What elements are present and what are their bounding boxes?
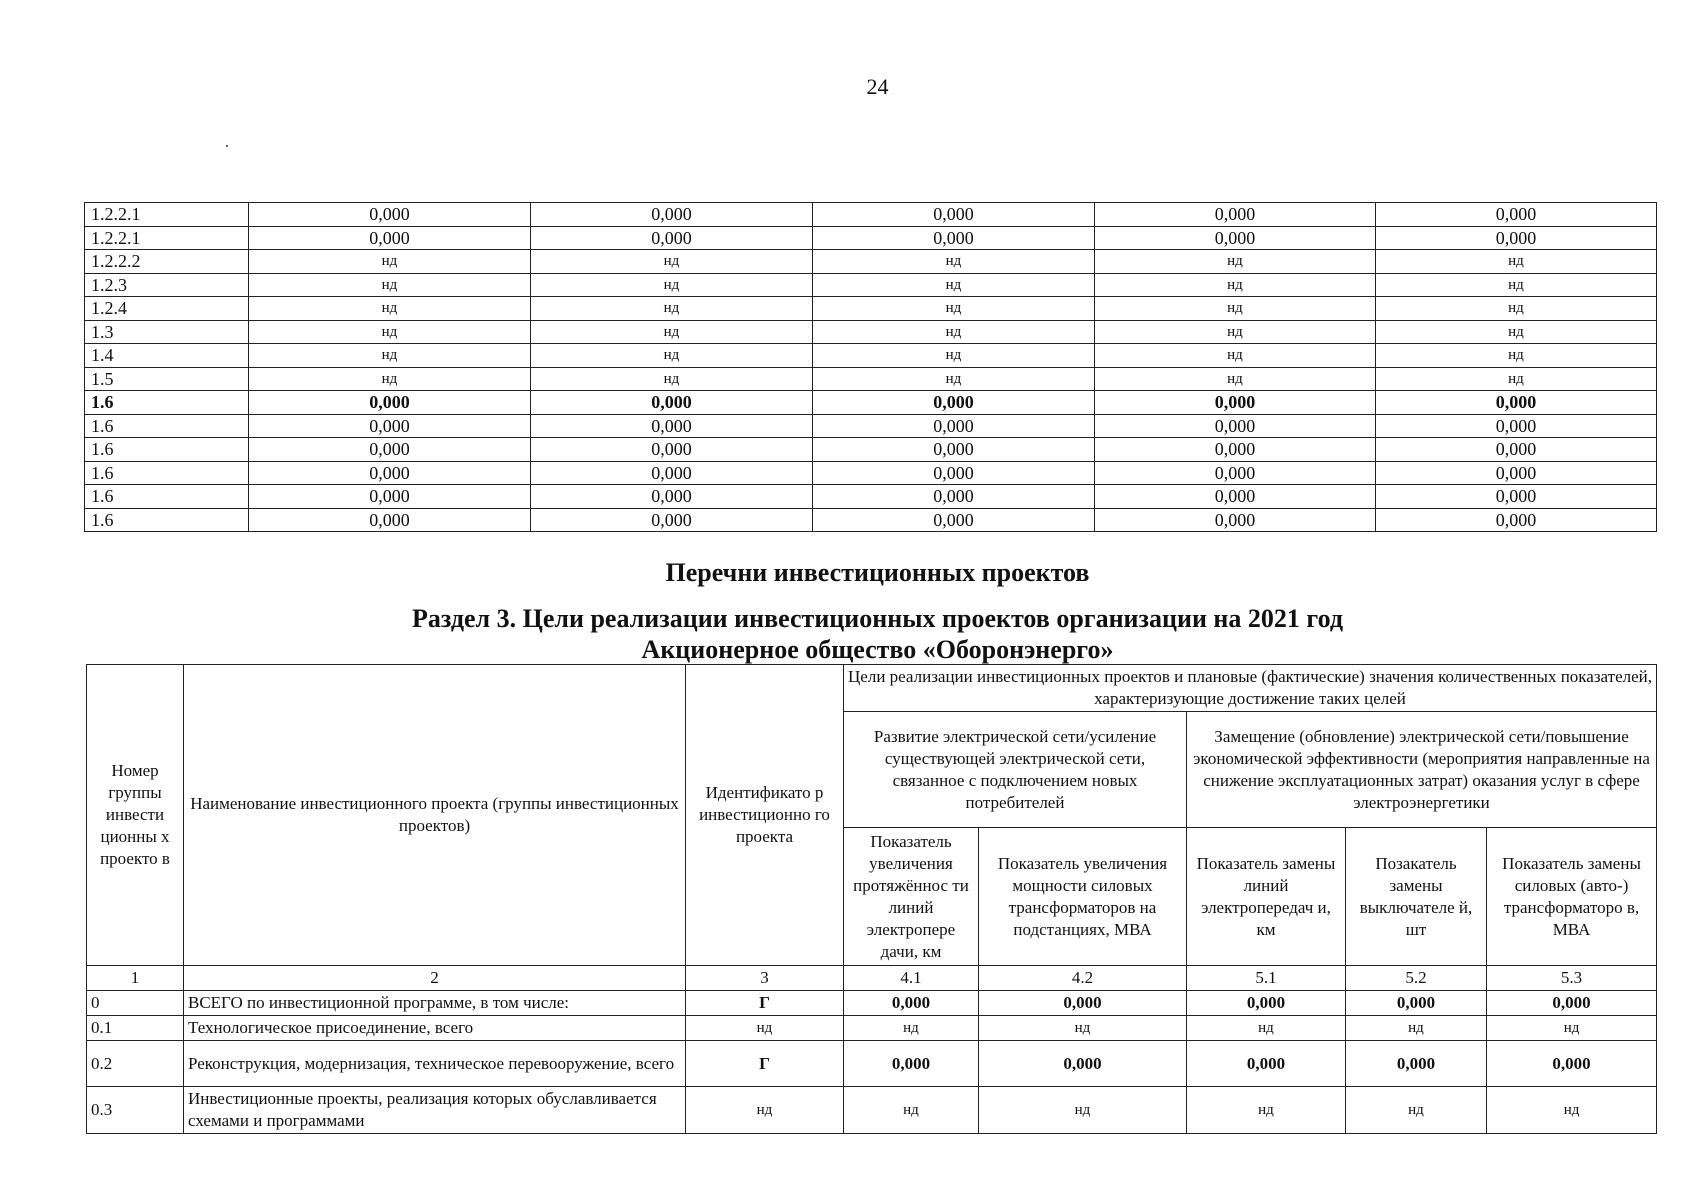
table2-row: [87, 1016, 1657, 1041]
table1-row: [85, 320, 1657, 344]
value-cell: нд: [1095, 320, 1376, 344]
table2-row: [87, 1041, 1657, 1087]
column-number: 1: [87, 966, 184, 991]
value-cell: 0,000: [813, 391, 1095, 415]
indicator-value: 0,000: [844, 991, 979, 1016]
row-code: 1.2.4: [85, 297, 249, 321]
column-number: 5.3: [1487, 966, 1657, 991]
value-cell: 0,000: [249, 226, 531, 250]
company-title: Акционерное общество «Оборонэнерго»: [641, 635, 1114, 664]
value-cell: 0,000: [531, 485, 813, 509]
project-id: Г: [686, 1041, 844, 1087]
value-cell: нд: [1376, 367, 1657, 391]
value-cell: 0,000: [249, 438, 531, 462]
table1-row: [85, 367, 1657, 391]
row-code: 1.6: [85, 414, 249, 438]
value-cell: нд: [249, 250, 531, 274]
indicator-value: нд: [979, 1087, 1187, 1134]
row-code: 1.4: [85, 344, 249, 368]
value-cell: 0,000: [813, 508, 1095, 532]
value-cell: нд: [531, 367, 813, 391]
indicator-value: 0,000: [1487, 991, 1657, 1016]
value-cell: нд: [1095, 250, 1376, 274]
indicator-value: 0,000: [979, 1041, 1187, 1087]
project-name: Инвестиционные проекты, реализация которых обуславливается схемами и программами: [184, 1087, 686, 1134]
indicator-value: нд: [1346, 1087, 1487, 1134]
row-number: 0.1: [87, 1016, 184, 1041]
column-number: 3: [686, 966, 844, 991]
indicator-value: нд: [1487, 1087, 1657, 1134]
table2-row: [87, 1087, 1657, 1134]
table1-row: [85, 391, 1657, 415]
value-cell: 0,000: [1376, 203, 1657, 227]
table1-row: [85, 250, 1657, 274]
value-cell: нд: [813, 297, 1095, 321]
header-development: Развитие электрической сети/усиление существующей электрической сети, связанное с подключением новых потребителей: [844, 712, 1187, 828]
value-cell: нд: [531, 297, 813, 321]
row-number: 0: [87, 991, 184, 1016]
table2-row: [87, 991, 1657, 1016]
column-number: 5.2: [1346, 966, 1487, 991]
value-cell: нд: [813, 320, 1095, 344]
value-cell: нд: [249, 320, 531, 344]
project-id: нд: [686, 1087, 844, 1134]
header-group-number: Номер группы инвести ционны х проекто в: [87, 665, 184, 966]
indicators-table-continued: [84, 202, 1657, 532]
indicator-value: 0,000: [1346, 991, 1487, 1016]
value-cell: 0,000: [249, 461, 531, 485]
value-cell: нд: [531, 320, 813, 344]
table1-row: [85, 297, 1657, 321]
value-cell: нд: [813, 344, 1095, 368]
value-cell: 0,000: [1376, 414, 1657, 438]
column-number: 4.2: [979, 966, 1187, 991]
value-cell: нд: [249, 367, 531, 391]
project-name: Технологическое присоединение, всего: [184, 1016, 686, 1041]
value-cell: 0,000: [531, 461, 813, 485]
header-ind-5-3: Показатель замены силовых (авто-) трансформаторо в, МВА: [1487, 828, 1657, 966]
value-cell: нд: [813, 273, 1095, 297]
scan-speck: [226, 145, 228, 147]
value-cell: 0,000: [531, 438, 813, 462]
project-id: Г: [686, 991, 844, 1016]
heading-title: Перечни инвестиционных проектов: [665, 558, 1090, 587]
value-cell: 0,000: [531, 226, 813, 250]
project-name: Реконструкция, модернизация, техническое перевооружение, всего: [184, 1041, 686, 1087]
row-code: 1.6: [85, 391, 249, 415]
column-number: 4.1: [844, 966, 979, 991]
page-number: 24: [866, 74, 889, 99]
value-cell: нд: [531, 250, 813, 274]
indicator-value: 0,000: [1187, 991, 1346, 1016]
table1-row: [85, 508, 1657, 532]
indicator-value: 0,000: [844, 1041, 979, 1087]
value-cell: нд: [1376, 320, 1657, 344]
value-cell: 0,000: [813, 461, 1095, 485]
indicator-value: нд: [979, 1016, 1187, 1041]
table1-row: [85, 273, 1657, 297]
indicator-value: 0,000: [979, 991, 1187, 1016]
table1-row: [85, 461, 1657, 485]
indicator-value: нд: [1187, 1087, 1346, 1134]
value-cell: 0,000: [1376, 485, 1657, 509]
row-code: 1.2.2.1: [85, 226, 249, 250]
table1-row: [85, 438, 1657, 462]
indicator-value: нд: [844, 1016, 979, 1041]
project-id: нд: [686, 1016, 844, 1041]
row-code: 1.6: [85, 508, 249, 532]
value-cell: 0,000: [531, 203, 813, 227]
column-number: 5.1: [1187, 966, 1346, 991]
value-cell: нд: [531, 273, 813, 297]
value-cell: 0,000: [249, 391, 531, 415]
value-cell: нд: [531, 344, 813, 368]
header-project-id: Идентификато р инвестиционно го проекта: [686, 665, 844, 966]
value-cell: 0,000: [249, 203, 531, 227]
indicator-value: 0,000: [1487, 1041, 1657, 1087]
value-cell: 0,000: [813, 226, 1095, 250]
value-cell: нд: [249, 297, 531, 321]
table1-row: [85, 485, 1657, 509]
value-cell: 0,000: [1376, 461, 1657, 485]
value-cell: 0,000: [1095, 226, 1376, 250]
table1-row: [85, 226, 1657, 250]
header-ind-5-2: Позакатель замены выключателе й, шт: [1346, 828, 1487, 966]
column-number-row: [87, 966, 1657, 991]
header-goals: Цели реализации инвестиционных проектов и плановые (фактические) значения количественных показателей, характеризующие достижение таких целей: [844, 665, 1657, 712]
value-cell: нд: [813, 250, 1095, 274]
row-number: 0.2: [87, 1041, 184, 1087]
column-number: 2: [184, 966, 686, 991]
value-cell: 0,000: [531, 508, 813, 532]
header-ind-4-2: Показатель увеличения мощности силовых трансформаторов на подстанциях, МВА: [979, 828, 1187, 966]
value-cell: 0,000: [531, 414, 813, 438]
project-name: ВСЕГО по инвестиционной программе, в том числе:: [184, 991, 686, 1016]
value-cell: 0,000: [813, 485, 1095, 509]
value-cell: 0,000: [813, 438, 1095, 462]
value-cell: нд: [1095, 297, 1376, 321]
value-cell: нд: [1376, 273, 1657, 297]
row-code: 1.3: [85, 320, 249, 344]
value-cell: нд: [249, 344, 531, 368]
table1-row: [85, 203, 1657, 227]
value-cell: 0,000: [1376, 226, 1657, 250]
indicator-value: нд: [1346, 1016, 1487, 1041]
header-project-name: Наименование инвестиционного проекта (группы инвестиционных проектов): [184, 665, 686, 966]
value-cell: 0,000: [813, 203, 1095, 227]
indicator-value: нд: [1187, 1016, 1346, 1041]
indicator-value: нд: [844, 1087, 979, 1134]
value-cell: нд: [1376, 250, 1657, 274]
row-code: 1.6: [85, 438, 249, 462]
row-code: 1.2.2.2: [85, 250, 249, 274]
value-cell: 0,000: [1095, 485, 1376, 509]
indicator-value: 0,000: [1346, 1041, 1487, 1087]
value-cell: 0,000: [249, 414, 531, 438]
value-cell: 0,000: [1095, 414, 1376, 438]
table1-row: [85, 414, 1657, 438]
value-cell: 0,000: [813, 414, 1095, 438]
value-cell: нд: [1376, 297, 1657, 321]
value-cell: 0,000: [249, 485, 531, 509]
header-ind-5-1: Показатель замены линий электропередач и, км: [1187, 828, 1346, 966]
value-cell: 0,000: [1095, 391, 1376, 415]
value-cell: 0,000: [1376, 508, 1657, 532]
value-cell: 0,000: [1095, 203, 1376, 227]
section-title: Раздел 3. Цели реализации инвестиционных проектов организации на 2021 год: [412, 604, 1343, 633]
row-number: 0.3: [87, 1087, 184, 1134]
value-cell: 0,000: [1095, 438, 1376, 462]
value-cell: 0,000: [1095, 508, 1376, 532]
row-code: 1.2.2.1: [85, 203, 249, 227]
value-cell: 0,000: [1376, 438, 1657, 462]
indicator-value: нд: [1487, 1016, 1657, 1041]
row-code: 1.6: [85, 461, 249, 485]
value-cell: нд: [1095, 367, 1376, 391]
row-code: 1.2.3: [85, 273, 249, 297]
value-cell: 0,000: [1376, 391, 1657, 415]
value-cell: нд: [813, 367, 1095, 391]
value-cell: 0,000: [531, 391, 813, 415]
row-code: 1.5: [85, 367, 249, 391]
value-cell: нд: [1095, 273, 1376, 297]
header-replacement: Замещение (обновление) электрической сети/повышение экономической эффективности (мероприятия направленные на снижение эксплуатационных затрат) оказания услуг в сфере электроэнергетики: [1187, 712, 1657, 828]
value-cell: 0,000: [249, 508, 531, 532]
investment-goals-table: [86, 664, 1657, 1134]
header-ind-4-1: Показатель увеличения протяжённос ти линий электропере дачи, км: [844, 828, 979, 966]
value-cell: нд: [1095, 344, 1376, 368]
table1-row: [85, 344, 1657, 368]
value-cell: нд: [249, 273, 531, 297]
indicator-value: 0,000: [1187, 1041, 1346, 1087]
value-cell: нд: [1376, 344, 1657, 368]
row-code: 1.6: [85, 485, 249, 509]
value-cell: 0,000: [1095, 461, 1376, 485]
